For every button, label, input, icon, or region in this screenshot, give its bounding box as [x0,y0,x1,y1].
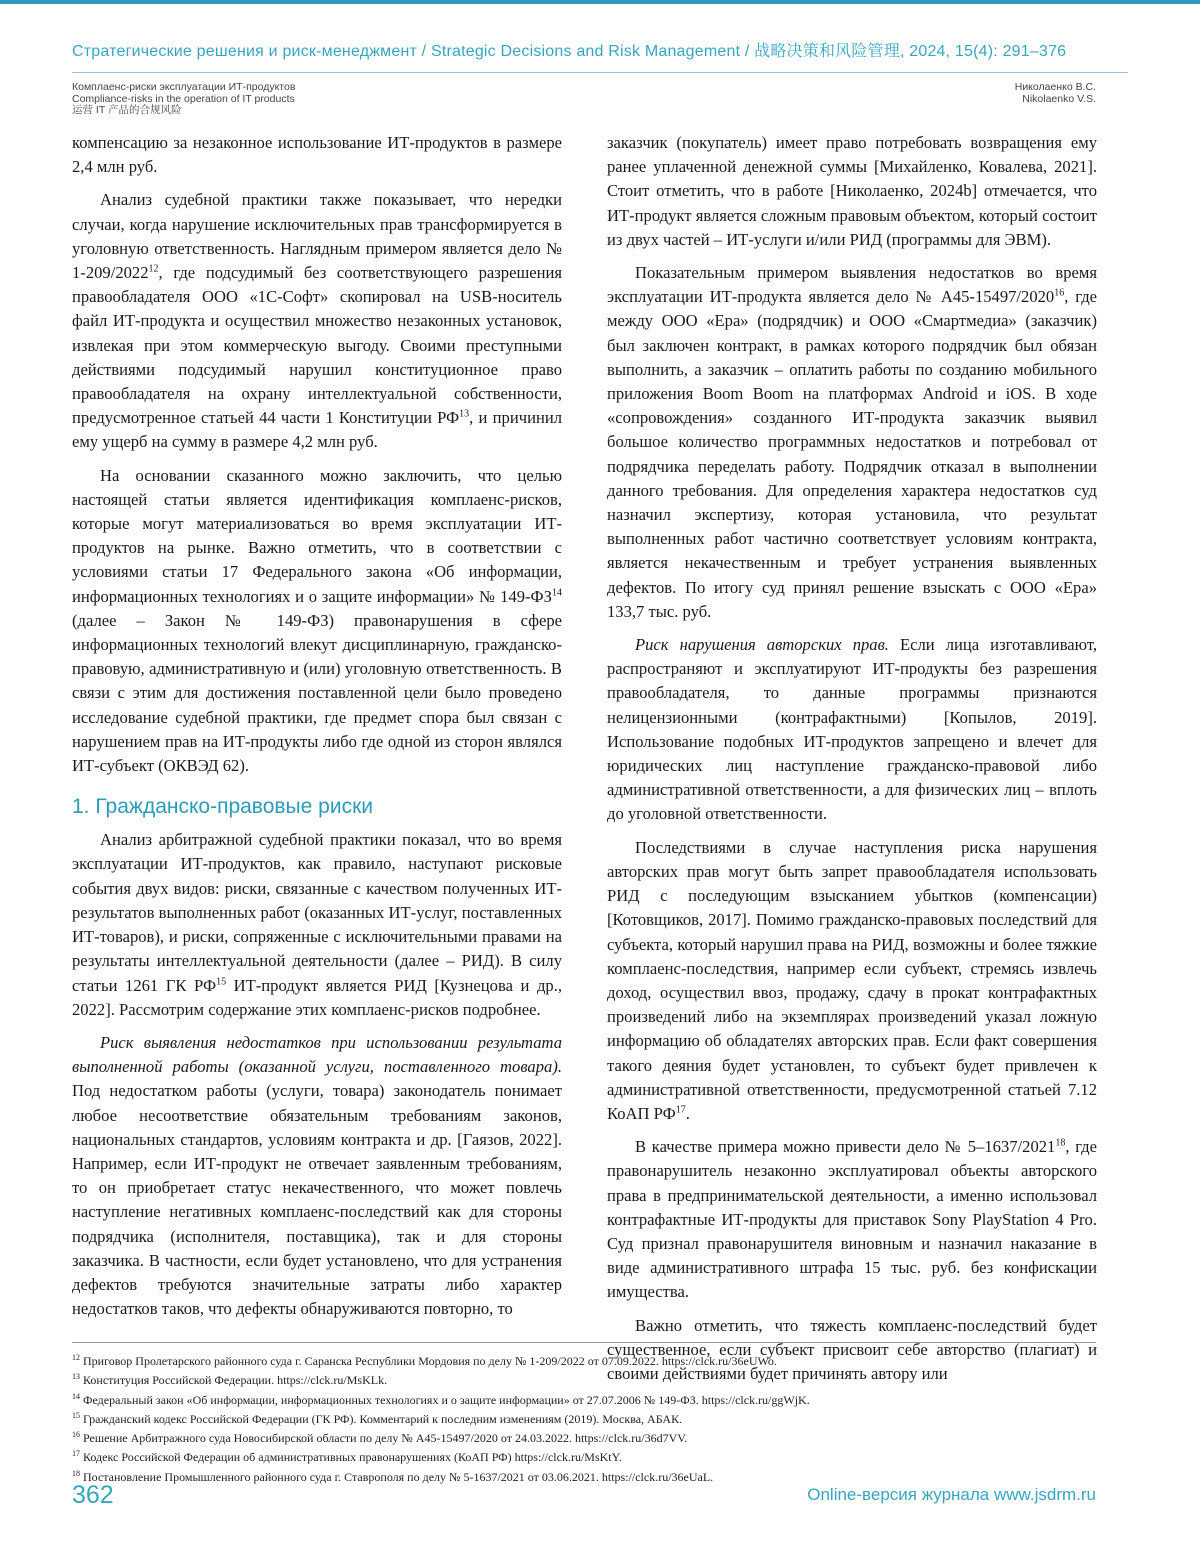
footnote: 16 Решение Арбитражного суда Новосибирской области по делу № А45-15497/2020 от 24.03.2022. https://clck.ru/36d7VV. [72,1427,1096,1446]
footnote-rule [72,1342,1096,1343]
author-name-ru: Николаенко В.С. [1015,82,1096,94]
paragraph: Анализ судебной практики также показывает, что нередки случаи, когда нарушение исключительных прав трансформируется в уголовную ответственность. Наглядным примером является дело № 1-209/202212, где подсудимый без соответствующего разрешения правообладателя ООО «1С-Софт» скопировал на USB-носитель файл ИТ-продукта и осуществил множество незаконных установок, извлекая при этом коммерческую выгоду. Своими преступными действиями подсудимый нарушил конституционное право правообладателя на охрану интеллектуальной собственности, предусмотренное статьей 44 части 1 Конституции РФ13, и причинил ему ущерб на сумму в размере 4,2 млн руб. [72,188,562,454]
journal-header: Стратегические решения и риск-менеджмент / Strategic Decisions and Risk Management / 战略决策和风险管理, 2024, 15(4): 291–376 [72,38,1100,61]
risk-title-italic: Риск нарушения авторских прав. [635,635,889,654]
footnote-ref: 15 [216,976,226,987]
page-number: 362 [72,1481,114,1510]
paragraph: Важно отметить, что тяжесть комплаенс-последствий будет существенное, если субъект присвоит себе авторство (плагиат) и своими действиями будет причинять автору или [607,1314,1097,1387]
author-name-en: Nikolaenko V.S. [1015,94,1096,106]
footnote: 17 Кодекс Российской Федерации об административных правонарушениях (КоАП РФ) https://clck.ru/MsKtY. [72,1446,1096,1465]
paragraph: На основании сказанного можно заключить, что целью настоящей статьи является идентификация комплаенс-рисков, которые могут материализоваться во время эксплуатации ИТ-продуктов на рынке. Важно отметить, что в соответствии с условиями статьи 17 Федерального закона «Об информации, информационных технологиях и о защите информации» № 149-ФЗ14 (далее – Закон № 149-ФЗ) правонарушения в сфере информационных технологий влекут дисциплинарную, гражданско-правовую, административную и (или) уголовную ответственность. В связи с этим для достижения поставленной цели было проведено исследование судебной практики, где предмет спора был связан с нарушением прав на ИТ-продукты либо где одной из сторон являлся ИТ-субъект (ОКВЭД 62). [72,464,562,779]
paragraph: Показательным примером выявления недостатков во время эксплуатации ИТ-продукта является дело № А45-15497/202016, где между ООО «Ера» (подрядчик) и ООО «Смартмедиа» (заказчик) был заключен контракт, в рамках которого подрядчик был обязан выполнить, а заказчик – оплатить работы по созданию мобильного приложения Boom Boom на платформах Android и iOS. В ходе «сопровождения» созданного ИТ-продукта заказчик выявил большое количество программных недостатков и потребовал от подрядчика переделать работу. Подрядчик отказал в выполнении данного требования. Для определения характера недостатков суд назначил экспертизу, которая установила, что результат выполненных работ частично соответствует условиям контракта, является некачественным и требует устранения выявленных дефектов. По итогу суд принял решение взыскать с ООО «Ера» 133,7 тыс. руб. [607,261,1097,624]
paragraph: Анализ арбитражной судебной практики показал, что во время эксплуатации ИТ-продуктов, как правило, наступают рисковые события двух видов: риски, связанные с качеством полученных ИТ-результатов выполненных работ (оказанных ИТ-услуг, поставленных ИТ-товаров), и риски, сопряженные с исключительными правами на результаты интеллектуальной деятельности (далее – РИД). В силу статьи 1261 ГК РФ15 ИТ-продукт является РИД [Кузнецова и др., 2022]. Рассмотрим содержание этих комплаенс-рисков подробнее. [72,828,562,1022]
online-version-link[interactable]: Online-версия журнала www.jsdrm.ru [807,1485,1096,1505]
paragraph: заказчик (покупатель) имеет право потребовать возвращения ему ранее уплаченной денежной суммы [Михайленко, Ковалева, 2021]. Стоит отметить, что в работе [Николаенко, 2024b] отмечается, что ИТ-продукт является сложным правовым объектом, который состоит из двух частей – ИТ-услуги и/или РИД (программы для ЭВМ). [607,131,1097,252]
footnote-ref: 16 [1054,288,1064,299]
left-column [72,131,562,1330]
footnote: 12 Приговор Пролетарского районного суда г. Саранска Республики Мордовия по делу № 1-209/2022 от 07.09.2022. https://clck.ru/36eUWo. [72,1350,1096,1369]
right-column [607,131,1097,1395]
running-head-title-ru: Комплаенс-риски эксплуатации ИТ-продуктов [72,82,295,94]
paragraph: Риск выявления недостатков при использовании результата выполненной работы (оказанной услуги, поставленного товара). Под недостатком работы (услуги, товара) законодатель понимает любое несоответствие обязательным требованиям законов, национальных стандартов, условиям контракта и др. [Гаязов, 2022]. Например, если ИТ-продукт не отвечает заявленным требованиям, то он приобретает статус некачественного, что может повлечь наступление негативных комплаенс-последствий как для стороны подрядчика (исполнителя, поставщика), так и для стороны заказчика. В частности, если будет установлено, что для устранения дефектов требуются значительные затраты либо характер недостатков таков, что дефекты обнаруживаются повторно, то [72,1031,562,1321]
top-accent-rule [0,0,1200,4]
footnote-ref: 18 [1055,1138,1065,1149]
footnote: 14 Федеральный закон «Об информации, информационных технологиях и о защите информации» от 27.07.2006 № 149-ФЗ. https://clck.ru/ggWjK. [72,1389,1096,1408]
paragraph: Последствиями в случае наступления риска нарушения авторских прав могут быть запрет правообладателя использовать РИД с последующим взысканием убытков (компенсации) [Котовщиков, 2017]. Помимо гражданско-правовых последствий для субъекта, который нарушил права на РИД, возможны и более тяжкие комплаенс-последствия, например если субъект, стремясь извлечь доход, осуществил ввоз, продажу, сдачу в прокат контрафактных произведений либо на экземплярах произведений указал ложную информацию об обладателях авторских прав. Если факт совершения такого деяния будет установлен, то субъект будет привлечен к административной ответственности, предусмотренной статьей 7.12 КоАП РФ17. [607,836,1097,1126]
footnotes [72,1350,1096,1485]
footnote: 13 Конституция Российской Федерации. https://clck.ru/MsKLk. [72,1369,1096,1388]
footnote-ref: 14 [552,587,562,598]
footnote: 18 Постановление Промышленного районного суда г. Ставрополя по делу № 5-1637/2021 от 03.06.2021. https://clck.ru/36eUaL. [72,1466,1096,1485]
paragraph: В качестве примера можно привести дело № 5–1637/202118, где правонарушитель незаконно эксплуатировал объекты авторского права в предпринимательской деятельности, а именно использовал контрафактные ИТ-продукты для приставок Sony PlayStation 4 Pro. Суд признал правонарушителя виновным и назначил наказание в виде административного штрафа 15 тыс. руб. без конфискации имущества. [607,1135,1097,1304]
running-head-left [72,82,295,117]
section-heading: 1. Гражданско-правовые риски [72,794,562,820]
paragraph: компенсацию за незаконное использование ИТ-продуктов в размере 2,4 млн руб. [72,131,562,179]
footnote: 15 Гражданский кодекс Российской Федерации (ГК РФ). Комментарий к последним изменениям (2019). Москва, АБАК. [72,1408,1096,1427]
footnote-ref: 17 [676,1104,686,1115]
paragraph: Риск нарушения авторских прав. Если лица изготавливают, распространяют и эксплуатируют ИТ-продукты без разрешения правообладателя, то данные программы признаются нелицензионными (контрафактными) [Копылов, 2019]. Использование подобных ИТ-продуктов запрещено и влечет для юридических лиц наступление гражданско-правовой либо административной ответственности, а для физических лиц – вплоть до уголовной ответственности. [607,633,1097,827]
footnote-ref: 13 [459,409,469,420]
running-head-title-en: Compliance-risks in the operation of IT products [72,94,295,106]
running-head-title-zh: 运营 IT 产品的合规风险 [72,105,295,117]
risk-title-italic: Риск выявления недостатков при использовании результата выполненной работы (оказанной услуги, поставленного товара). [72,1033,562,1076]
footnote-ref: 12 [149,263,159,274]
running-head-right [1015,82,1096,105]
header-rule [72,72,1128,73]
